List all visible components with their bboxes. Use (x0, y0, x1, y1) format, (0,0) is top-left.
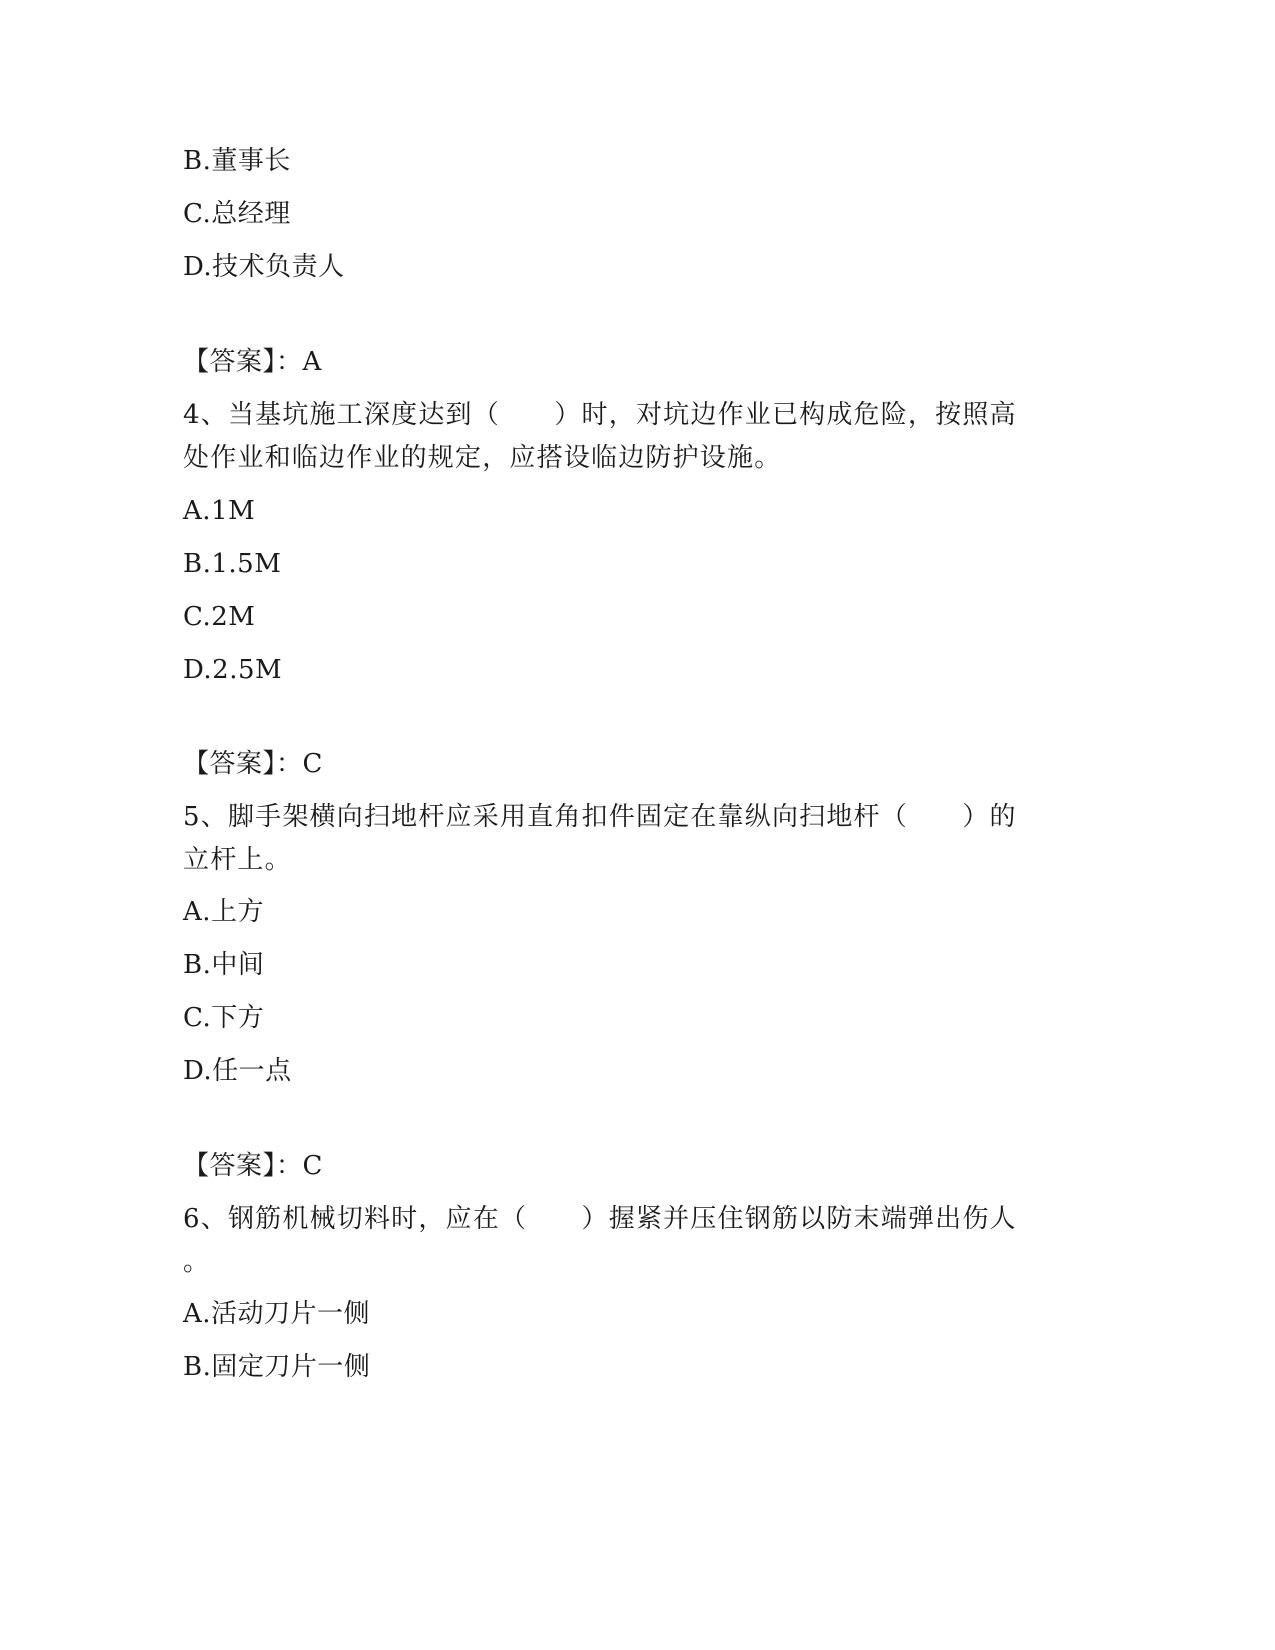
question-6-text-line-2: 。 (183, 1247, 211, 1277)
question-5-option-c: C.下方 (183, 1003, 265, 1033)
option-c: C.总经理 (183, 199, 291, 229)
answer-line: 【答案】：A (183, 347, 322, 377)
question-4-option-a: A.1M (183, 496, 256, 526)
question-4-text-line-2: 处作业和临边作业的规定，应搭设临边防护设施。 (183, 443, 782, 473)
question-6-option-b: B.固定刀片一侧 (183, 1352, 371, 1382)
question-6-text-line-1: 6、钢筋机械切料时，应在（ ）握紧并压住钢筋以防末端弹出伤人 (183, 1204, 1017, 1234)
question-6-option-a: A.活动刀片一侧 (183, 1299, 371, 1329)
question-5-answer: 【答案】：C (183, 1151, 323, 1181)
question-5-text-line-2: 立杆上。 (183, 845, 292, 875)
question-5-option-b: B.中间 (183, 950, 265, 980)
question-5-option-a: A.上方 (183, 897, 265, 927)
question-4-option-d: D.2.5M (183, 655, 283, 685)
question-4-option-c: C.2M (183, 602, 256, 632)
question-5-text-line-1: 5、脚手架横向扫地杆应采用直角扣件固定在靠纵向扫地杆（ ）的 (183, 802, 1017, 832)
question-4-text-line-1: 4、当基坑施工深度达到（ ）时，对坑边作业已构成危险，按照高 (183, 400, 1017, 430)
option-b: B.董事长 (183, 146, 291, 176)
question-4-option-b: B.1.5M (183, 549, 282, 579)
question-4-answer: 【答案】：C (183, 749, 323, 779)
question-5-option-d: D.任一点 (183, 1056, 292, 1086)
option-d: D.技术负责人 (183, 252, 345, 282)
